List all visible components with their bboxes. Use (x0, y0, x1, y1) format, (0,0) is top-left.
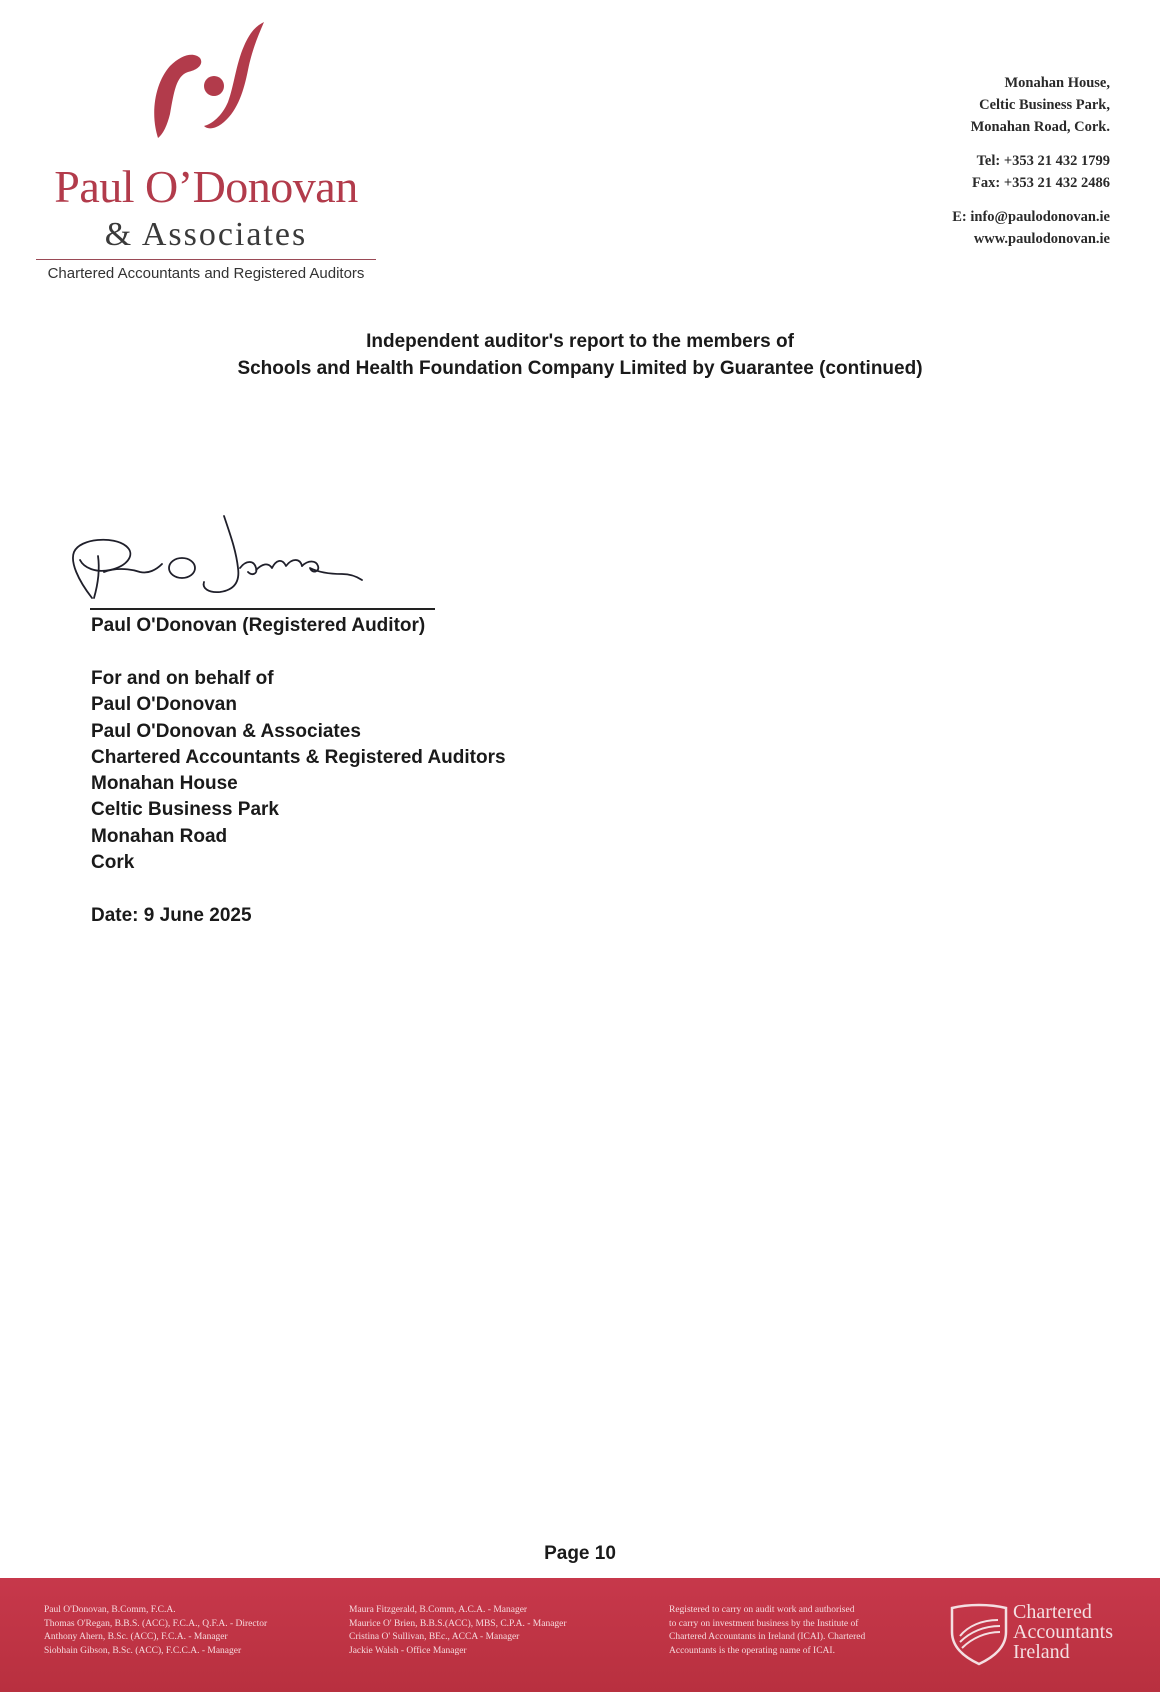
footer-line: Accountants is the operating name of ICAI. (669, 1645, 835, 1656)
footer-line: Thomas O'Regan, B.B.S. (ACC), F.C.A., Q.F.A. - Director (44, 1618, 268, 1629)
report-date: Date: 9 June 2025 (91, 905, 252, 926)
behalf-line: Chartered Accountants & Registered Auditors (91, 746, 506, 768)
logo-divider (36, 259, 376, 260)
auditor-name: Paul O'Donovan (Registered Auditor) (91, 615, 426, 636)
footer-line: Maura Fitzgerald, B.Comm, A.C.A. - Manager (349, 1605, 528, 1615)
fax: Fax: +353 21 432 2486 (972, 175, 1110, 191)
address-block (952, 72, 1110, 250)
email: E: info@paulodonovan.ie (952, 209, 1110, 225)
footer-line: Jackie Walsh - Office Manager (349, 1645, 467, 1656)
footer-line: Siobhain Gibson, B.Sc. (ACC), F.C.C.A. - Manager (44, 1645, 242, 1656)
firm-logo-mark-icon (130, 18, 280, 153)
address-line: Monahan House, (1004, 75, 1110, 91)
behalf-line: For and on behalf of (91, 668, 274, 689)
chartered-accountants-ireland-logo-text (1013, 1602, 1113, 1662)
report-title (0, 328, 1160, 382)
footer-line: Anthony Ahern, B.Sc. (ACC), F.C.A. - Manager (44, 1632, 228, 1642)
website: www.paulodonovan.ie (973, 231, 1110, 247)
firm-associates: & Associates (104, 216, 308, 253)
behalf-line: Paul O'Donovan & Associates (91, 720, 361, 742)
footer-line: to carry on investment business by the Institute of (669, 1618, 859, 1629)
footer-line: Registered to carry on audit work and authorised (669, 1605, 855, 1615)
behalf-line: Monahan Road (91, 825, 228, 847)
behalf-line: Cork (91, 852, 135, 874)
firm-tagline: Chartered Accountants and Registered Auditors (47, 265, 365, 282)
cai-logo-line: Ireland (1013, 1641, 1070, 1663)
chartered-accountants-shield-icon (948, 1602, 1010, 1666)
firm-name: Paul O’Donovan (54, 161, 358, 212)
telephone: Tel: +353 21 432 1799 (976, 153, 1110, 169)
cai-logo-line: Chartered (1013, 1601, 1092, 1623)
signature-line (90, 608, 435, 610)
footer-line: Chartered Accountants in Ireland (ICAI). Chartered (669, 1632, 866, 1642)
report-title-line: Independent auditor's report to the members of (366, 331, 794, 352)
footer-band (0, 1578, 1160, 1692)
footer-line: Paul O'Donovan, B.Comm, F.C.A. (44, 1605, 176, 1615)
behalf-line: Celtic Business Park (91, 799, 279, 821)
footer-registration-note (669, 1604, 865, 1658)
report-title-line: Schools and Health Foundation Company Limited by Guarantee (continued) (237, 358, 923, 379)
footer-line: Cristina O' Sullivan, BEc., ACCA - Manager (349, 1632, 520, 1642)
page-number: Page 10 (544, 1543, 616, 1564)
address-line: Monahan Road, Cork. (970, 119, 1110, 135)
address-line: Celtic Business Park, (979, 97, 1110, 113)
behalf-block (91, 666, 506, 876)
cai-logo-line: Accountants (1013, 1621, 1113, 1643)
footer-staff-list (44, 1604, 267, 1658)
behalf-line: Paul O'Donovan (91, 694, 237, 716)
footer-staff-list (349, 1604, 567, 1658)
signature-image (44, 510, 384, 610)
behalf-line: Monahan House (91, 773, 238, 795)
footer-line: Maurice O' Brien, B.B.S.(ACC), MBS, C.P.A. - Manager (349, 1618, 567, 1629)
